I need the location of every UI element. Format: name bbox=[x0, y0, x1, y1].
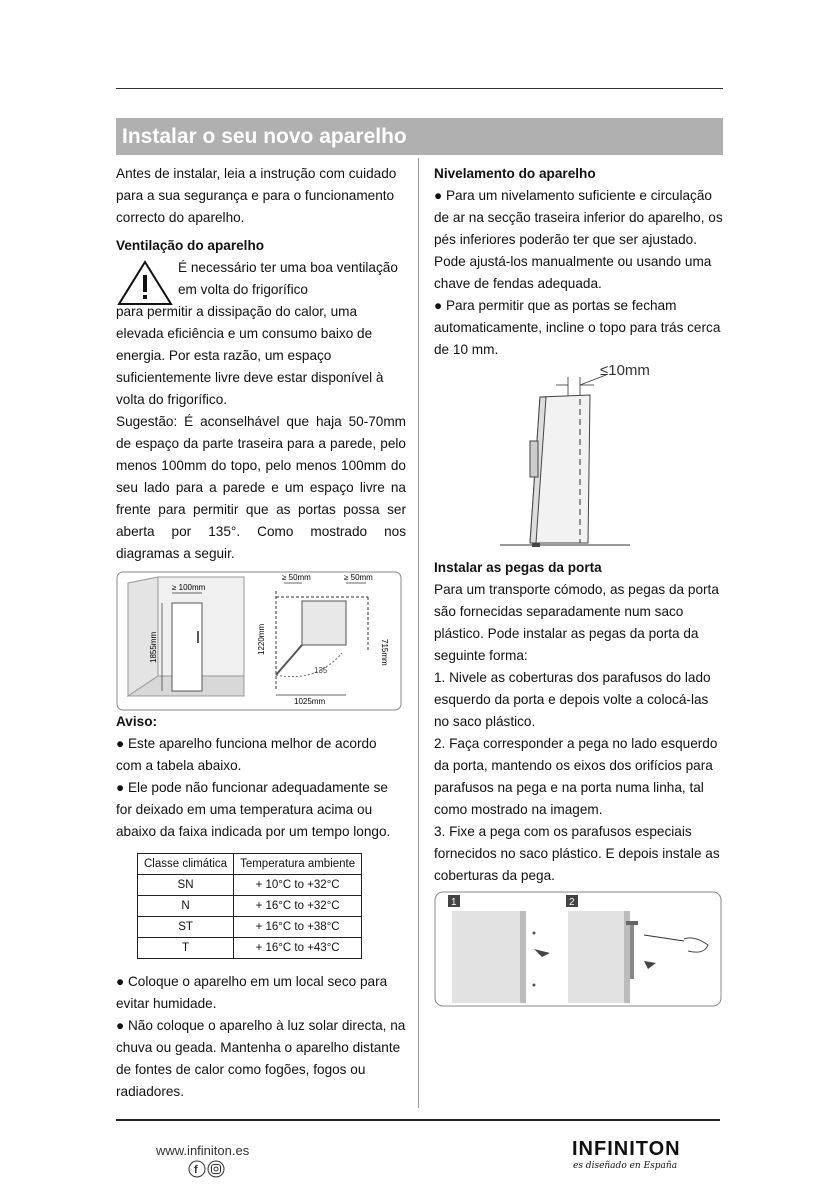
facebook-icon[interactable] bbox=[189, 1161, 205, 1177]
ventilation-text-b: para permitir a dissipação do calor, uma elevada eficiência e um consumo baixo de energia. Por esta razão, um espaço suficientemente livre deve estar disponível à volta do frigorífico. bbox=[116, 304, 384, 407]
page-title: Instalar o seu novo aparelho bbox=[122, 125, 407, 148]
total-width-label: 1025mm bbox=[294, 697, 326, 706]
bullet-sunlight: ● Não coloque o aparelho à luz solar directa, na chuva ou geada. Mantenha o aparelho distante de fontes de calor como fogões, fogos ou radiadores. bbox=[116, 1018, 406, 1099]
table-cell: + 16°C to +43°C bbox=[234, 938, 362, 959]
table-cell: T bbox=[138, 938, 234, 959]
handle-heading: Instalar as pegas da porta bbox=[434, 560, 602, 575]
table-cell: + 16°C to +32°C bbox=[234, 896, 362, 917]
social-icons bbox=[188, 1160, 228, 1178]
ventilation-text-a: É necessário ter uma boa ventilação em volta do frigorífico bbox=[178, 260, 398, 297]
brand-tagline: es diseñado en España bbox=[573, 1161, 678, 1171]
table-row bbox=[138, 896, 362, 917]
handle-step-1: 1. Nivele as coberturas dos parafusos do lado esquerdo da porta e depois volte a colocá-las no saco plástico. bbox=[434, 670, 711, 729]
step-figure-2: 2 bbox=[569, 897, 575, 908]
ventilation-warning bbox=[116, 257, 406, 301]
step-figure-1: 1 bbox=[451, 897, 457, 908]
column-divider bbox=[418, 158, 419, 1108]
clearance-diagram bbox=[116, 571, 402, 711]
left-column bbox=[116, 163, 406, 1103]
side-clearance-b: ≥ 50mm bbox=[344, 573, 373, 582]
footer-url[interactable]: www.infiniton.es bbox=[156, 1143, 250, 1158]
width-label: 715mm bbox=[380, 639, 389, 666]
suggestion-text: Sugestão: É aconselhável que haja 50-70mm de espaço da parte traseira para a parede, pelo menos 100mm do topo, pelo menos 100mm do seu lado para a parede e um espaço livre na frente para permitir que as portas possa ser aberta por 135°. Como mostrado nos diagramas a seguir. bbox=[116, 414, 406, 561]
table-cell: + 10°C to +32°C bbox=[234, 875, 362, 896]
table-cell: ST bbox=[138, 917, 234, 938]
handle-install-figure bbox=[434, 891, 722, 1007]
top-rule bbox=[116, 88, 723, 89]
table-header-cell: Classe climática bbox=[138, 854, 234, 875]
leveling-bullet-2: ● Para permitir que as portas se fecham automaticamente, incline o topo para trás cerca de 10 mm. bbox=[434, 298, 721, 357]
instagram-icon[interactable] bbox=[208, 1161, 224, 1177]
intro-text: Antes de instalar, leia a instrução com cuidado para a sua segurança e para o funcionamento correcto do aparelho. bbox=[116, 166, 397, 225]
leveling-bullet-1: ● Para um nivelamento suficiente e circulação de ar na secção traseira inferior do aparelho, os pés inferiores poderão ter que ser ajustado. Pode ajustá-los manualmente ou usando uma chave de fendas adequada. bbox=[434, 188, 723, 291]
aviso-bullet-1: ● Este aparelho funciona melhor de acordo com a tabela abaixo. bbox=[116, 736, 377, 773]
table-row bbox=[138, 917, 362, 938]
handle-step-3: 3. Fixe a pega com os parafusos especiais fornecidos no saco plástico. E depois instale as coberturas da pega. bbox=[434, 824, 720, 883]
table-cell: SN bbox=[138, 875, 234, 896]
climate-table bbox=[137, 853, 362, 959]
table-row bbox=[138, 938, 362, 959]
bullet-dry-place: ● Coloque o aparelho em um local seco para evitar humidade. bbox=[116, 974, 388, 1011]
right-column bbox=[434, 163, 726, 1007]
tilt-diagram bbox=[434, 361, 726, 553]
warning-triangle-icon bbox=[116, 259, 174, 307]
table-row bbox=[138, 875, 362, 896]
aviso-bullet-2: ● Ele pode não funcionar adequadamente se for deixado em uma temperatura acima ou abaixo da faixa indicada por um tempo longo. bbox=[116, 780, 391, 839]
height-label: 1855mm bbox=[149, 631, 158, 663]
table-cell: N bbox=[138, 896, 234, 917]
table-header-row bbox=[138, 854, 362, 875]
title-banner bbox=[116, 118, 723, 155]
handle-intro: Para um transporte cómodo, as pegas da porta são fornecidas separadamente num saco plástico. Pode instalar as pegas da porta da seguinte forma: bbox=[434, 582, 719, 663]
table-header-cell: Temperatura ambiente bbox=[234, 854, 362, 875]
ventilation-heading: Ventilação do aparelho bbox=[116, 238, 265, 253]
tilt-label: ≤10mm bbox=[600, 362, 650, 379]
side-clearance-a: ≥ 50mm bbox=[282, 573, 311, 582]
brand-logo: INFINITON bbox=[572, 1138, 681, 1160]
footer-rule bbox=[116, 1119, 720, 1121]
leveling-heading: Nivelamento do aparelho bbox=[434, 166, 596, 181]
aviso-heading: Aviso: bbox=[116, 714, 158, 729]
angle-label: 135 bbox=[314, 666, 328, 675]
handle-step-2: 2. Faça corresponder a pega no lado esquerdo da porta, mantendo os eixos dos orifícios para parafusos na pega e na porta numa linha, tal como mostrado na imagem. bbox=[434, 736, 718, 817]
svg-text:f: f bbox=[194, 1164, 198, 1176]
table-cell: + 16°C to +38°C bbox=[234, 917, 362, 938]
top-clearance-label: ≥ 100mm bbox=[172, 583, 206, 592]
depth-label: 1220mm bbox=[257, 623, 266, 655]
